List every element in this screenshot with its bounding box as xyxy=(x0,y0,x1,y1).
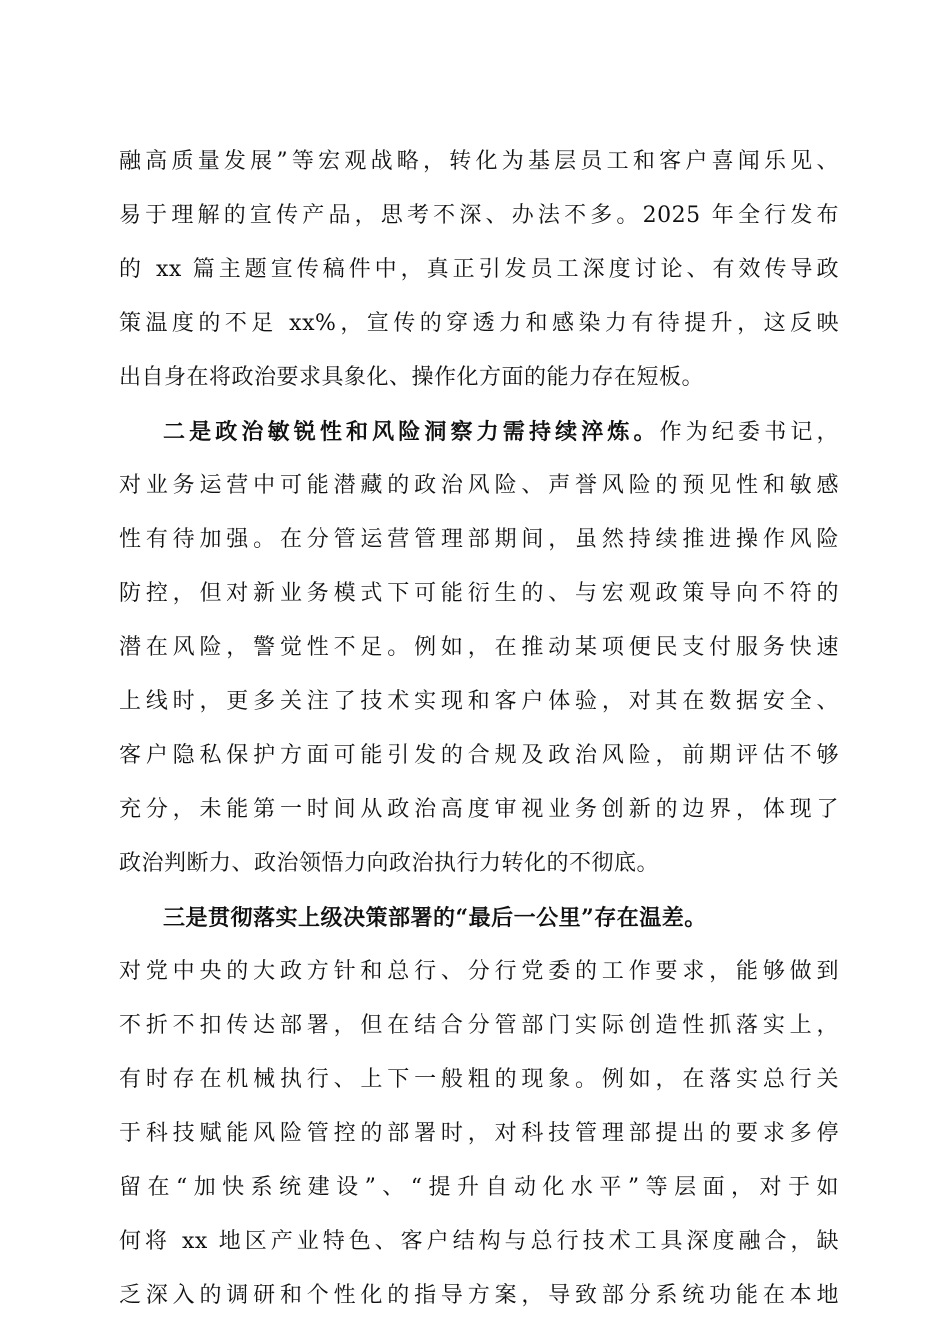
text-line: 留在“加快系统建设”、“提升自动化水平”等层面，对于如 xyxy=(119,1175,839,1200)
text-line: 性有待加强。在分管运营管理部期间，虽然持续推进操作风险 xyxy=(119,527,839,552)
text-line: 防控，但对新业务模式下可能衍生的、与宏观政策导向不符的 xyxy=(119,581,839,606)
paragraph-2-heading: 二是政治敏锐性和风险洞察力需持续淬炼。 xyxy=(163,419,660,445)
text-line: 策温度的不足 xx%，宣传的穿透力和感染力有待提升，这反映 xyxy=(119,311,839,336)
paragraph-2-first-line xyxy=(119,405,839,459)
text-line: 上线时，更多关注了技术实现和客户体验，对其在数据安全、 xyxy=(119,689,839,714)
text-line: 潜在风险，警觉性不足。例如，在推动某项便民支付服务快速 xyxy=(119,635,839,660)
text-line: 出自身在将政治要求具象化、操作化方面的能力存在短板。 xyxy=(119,365,705,390)
paragraph-3 xyxy=(119,891,839,1323)
text-line: 政治判断力、政治领悟力向政治执行力转化的不彻底。 xyxy=(119,851,660,876)
document-body xyxy=(119,135,839,1323)
text-line: 客户隐私保护方面可能引发的合规及政治风险，前期评估不够 xyxy=(119,743,839,768)
text-line: 有时存在机械执行、上下一般粗的现象。例如，在落实总行关 xyxy=(119,1067,839,1092)
text-line: 对党中央的大政方针和总行、分行党委的工作要求，能够做到 xyxy=(119,959,839,984)
text-line: 易于理解的宣传产品，思考不深、办法不多。2025 年全行发布 xyxy=(119,203,839,228)
text-line: 充分，未能第一时间从政治高度审视业务创新的边界，体现了 xyxy=(119,797,839,822)
paragraph-2-first-line-rest: 作为纪委书记， xyxy=(659,420,839,445)
text-line: 于科技赋能风险管控的部署时，对科技管理部提出的要求多停 xyxy=(119,1121,839,1146)
text-line: 不折不扣传达部署，但在结合分管部门实际创造性抓落实上， xyxy=(119,1013,839,1038)
text-line: 的 xx 篇主题宣传稿件中，真正引发员工深度讨论、有效传导政 xyxy=(119,257,839,282)
paragraph-3-heading xyxy=(119,891,839,945)
text-line: 对业务运营中可能潜藏的政治风险、声誉风险的预见性和敏感 xyxy=(119,473,839,498)
paragraph-1 xyxy=(119,135,839,405)
text-line: 乏深入的调研和个性化的指导方案，导致部分系统功能在本地 xyxy=(119,1283,839,1308)
text-line: 融高质量发展”等宏观战略，转化为基层员工和客户喜闻乐见、 xyxy=(119,149,839,174)
paragraph-3-heading-text: 三是贯彻落实上级决策部署的“最后一公里”存在温差。 xyxy=(163,905,707,931)
text-line: 何将 xx 地区产业特色、客户结构与总行技术工具深度融合，缺 xyxy=(119,1229,839,1254)
paragraph-2 xyxy=(119,405,839,891)
